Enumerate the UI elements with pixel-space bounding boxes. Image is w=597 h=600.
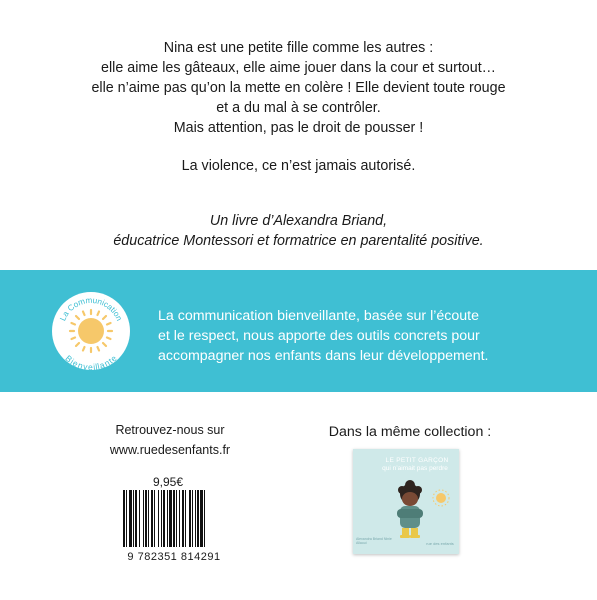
- book-publisher: rue des enfants: [426, 541, 454, 546]
- collection-title: Dans la même collection :: [328, 424, 492, 440]
- barcode: [121, 490, 227, 547]
- band-text: [158, 306, 578, 366]
- find-us-label: Retrouvez-nous sur: [115, 423, 225, 437]
- barcode-bar: [145, 490, 147, 547]
- communication-badge: [51, 291, 131, 371]
- barcode-bar: [123, 490, 125, 547]
- barcode-bar: [126, 490, 127, 547]
- barcode-bar: [163, 490, 165, 547]
- credit-line: éducatrice Montessori et formatrice en parentalité positive.: [113, 233, 484, 249]
- price: 9,95€: [152, 475, 184, 489]
- intro-line: et a du mal à se contrôler.: [216, 100, 381, 116]
- book-subtitle: qui n’aimait pas perdre: [382, 465, 448, 472]
- barcode-bar: [197, 490, 199, 547]
- barcode-bar: [148, 490, 149, 547]
- barcode-bar: [182, 490, 184, 547]
- barcode-bar: [204, 490, 205, 547]
- barcode-bar: [192, 490, 193, 547]
- author-credit: [0, 211, 597, 251]
- barcode-bar: [151, 490, 153, 547]
- badge-text-bottom: Bienveillante: [63, 353, 119, 371]
- website-block: [100, 420, 240, 460]
- barcode-bar: [173, 490, 175, 547]
- barcode-bar: [133, 490, 134, 547]
- barcode-bar: [185, 490, 186, 547]
- barcode-bar: [179, 490, 180, 547]
- band-line: et le respect, nous apporte des outils concrets pour: [158, 328, 480, 344]
- boy-illustration: [397, 480, 423, 538]
- intro-line: Nina est une petite fille comme les autres :: [163, 40, 434, 56]
- barcode-bar: [161, 490, 162, 547]
- barcode-bar: [143, 490, 144, 547]
- website-link[interactable]: www.ruedesenfants.fr: [109, 443, 231, 457]
- barcode-bar: [135, 490, 137, 547]
- barcode-bar: [169, 490, 172, 547]
- intro-line: Mais attention, pas le droit de pousser !: [173, 120, 424, 136]
- book-title: LE PETIT GARÇON: [385, 457, 449, 464]
- badge-text-top: La Communication: [58, 295, 124, 323]
- barcode-bar: [176, 490, 177, 547]
- intro-line: elle n’aime pas qu’on la mette en colère ! Elle devient toute rouge: [91, 80, 506, 96]
- book-author: Alexandra Briand Ninie Allaoui: [356, 537, 392, 545]
- band-line: La communication bienveillante, basée sur l’écoute: [158, 308, 479, 324]
- barcode-bar: [167, 490, 168, 547]
- barcode-bar: [139, 490, 140, 547]
- intro-text: [0, 38, 597, 176]
- intro-tagline: La violence, ce n’est jamais autorisé.: [181, 158, 416, 174]
- barcode-bar: [154, 490, 155, 547]
- barcode-bar: [158, 490, 159, 547]
- barcode-bar: [200, 490, 203, 547]
- band-line: accompagner nos enfants dans leur développement.: [158, 348, 489, 364]
- isbn-number: 9 782351 814291: [127, 551, 221, 563]
- barcode-bar: [195, 490, 196, 547]
- sun-icon: [433, 490, 449, 506]
- intro-line: elle aime les gâteaux, elle aime jouer dans la cour et surtout…: [101, 60, 496, 76]
- credit-line: Un livre d’Alexandra Briand,: [209, 213, 388, 229]
- barcode-bar: [189, 490, 191, 547]
- barcode-bar: [129, 490, 132, 547]
